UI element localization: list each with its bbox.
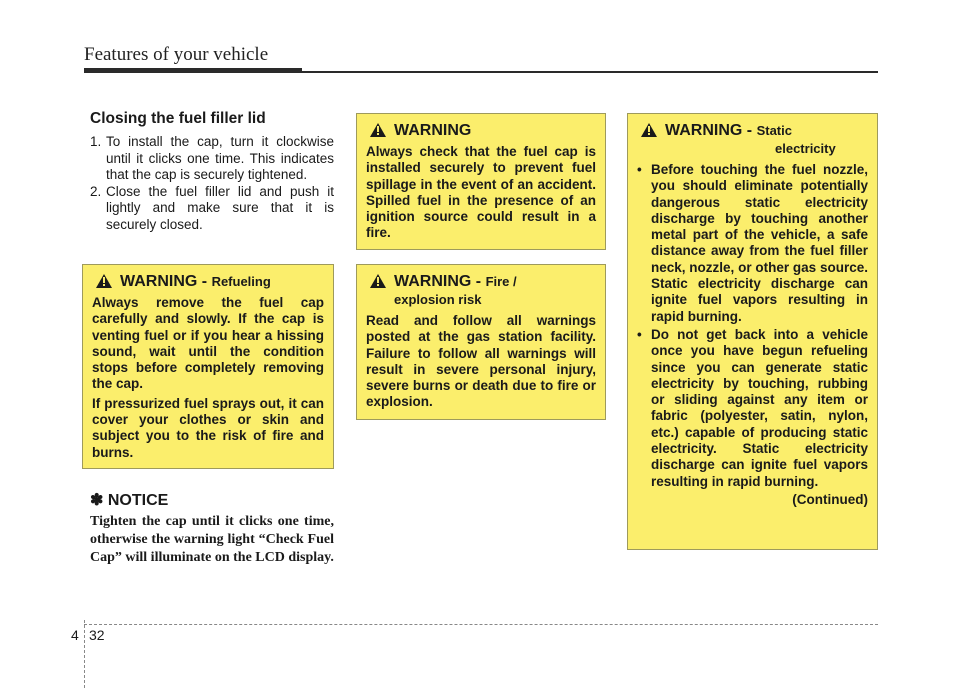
bullet-dot-icon: • bbox=[637, 326, 642, 342]
warning-subtitle: Refueling bbox=[211, 274, 271, 289]
bullet-dot-icon: • bbox=[637, 162, 642, 177]
notice-text: Tighten the cap until it clicks one time, otherwise the warning light “Check Fuel Cap” will illuminate on the LCD display. bbox=[90, 514, 334, 565]
warning-triangle-icon bbox=[96, 274, 112, 288]
warning-triangle-icon bbox=[370, 274, 386, 288]
warning-bullet-list bbox=[637, 162, 868, 490]
warning-title: WARNING - bbox=[665, 122, 753, 139]
warning-triangle-icon bbox=[370, 123, 386, 137]
warning-text: Always check that the fuel cap is installed securely to prevent fuel spillage in the event of an accident. Spilled fuel in the presence of an ignition source could result in a fire. bbox=[366, 144, 596, 241]
warning-header bbox=[637, 122, 868, 158]
step-number: 1. bbox=[90, 134, 102, 149]
footer-separator bbox=[84, 620, 85, 688]
warning-header bbox=[366, 122, 596, 140]
step-text: To install the cap, turn it clockwise until it clicks one time. This indicates that the cap is securely tightened. bbox=[106, 134, 334, 182]
footer-rule bbox=[84, 624, 878, 625]
warning-subtitle-line2: electricity bbox=[775, 141, 836, 156]
step-item bbox=[90, 184, 334, 234]
warning-subtitle-line2: explosion risk bbox=[394, 292, 482, 307]
warning-bullet-item bbox=[637, 327, 868, 490]
instruction-steps bbox=[90, 134, 334, 233]
warning-header bbox=[366, 273, 596, 309]
warning-bullet-item bbox=[637, 162, 868, 325]
bullet-text: Do not get back into a vehicle once you have begun refueling since you can generate static electricity by touching, rubbing or sliding against any item or fabric (polyester, satin, nylon, etc.) capable of producing static electricity. Static electricity discharge can ignite fuel vapors resulting in rapid burning. bbox=[651, 326, 868, 489]
step-item bbox=[90, 134, 334, 184]
step-number: 2. bbox=[90, 183, 102, 199]
bullet-text: Before touching the fuel nozzle, you should eliminate potentially dangerous static electricity discharge by touching another metal part of the vehicle, a safe distance away from the fuel filler neck, nozzle, or other gas source. Static electricity discharge can ignite fuel vapors resulting in rapid burning. bbox=[651, 162, 868, 324]
warning-text bbox=[92, 295, 324, 461]
warning-title: WARNING - bbox=[394, 273, 482, 290]
section-number: 4 bbox=[71, 627, 79, 643]
warning-title: WARNING bbox=[394, 122, 472, 139]
warning-header bbox=[92, 273, 324, 291]
warning-title: WARNING - bbox=[120, 273, 208, 290]
warning-box-refueling bbox=[82, 264, 334, 469]
warning-box-static bbox=[627, 113, 878, 550]
continued-label: (Continued) bbox=[792, 491, 868, 507]
warning-text: Read and follow all warnings posted at the gas station facility. Failure to follow all warnings will result in severe personal injury, severe burns or death due to fire or explosion. bbox=[366, 313, 596, 410]
warning-box-fuel-cap bbox=[356, 113, 606, 250]
warning-paragraph: If pressurized fuel sprays out, it can cover your clothes or skin and subject you to the risk of fire and burns. bbox=[92, 395, 324, 460]
warning-subtitle: Static bbox=[756, 123, 792, 138]
warning-box-fire bbox=[356, 264, 606, 420]
warning-paragraph: Always remove the fuel cap carefully and slowly. If the cap is venting fuel or if you hear a hissing sound, wait until the condition stops before completely removing the cap. bbox=[92, 295, 324, 392]
section-heading: Closing the fuel filler lid bbox=[90, 110, 266, 127]
step-text: Close the fuel filler lid and push it lightly and make sure that it is securely closed. bbox=[106, 183, 334, 232]
page-number: 32 bbox=[89, 627, 105, 643]
header-rule bbox=[300, 71, 878, 73]
warning-subtitle: Fire / bbox=[485, 274, 517, 289]
warning-triangle-icon bbox=[641, 123, 657, 137]
page-header-title: Features of your vehicle bbox=[84, 44, 269, 65]
notice-title: ✽ NOTICE bbox=[90, 492, 169, 509]
header-bar bbox=[84, 68, 302, 73]
